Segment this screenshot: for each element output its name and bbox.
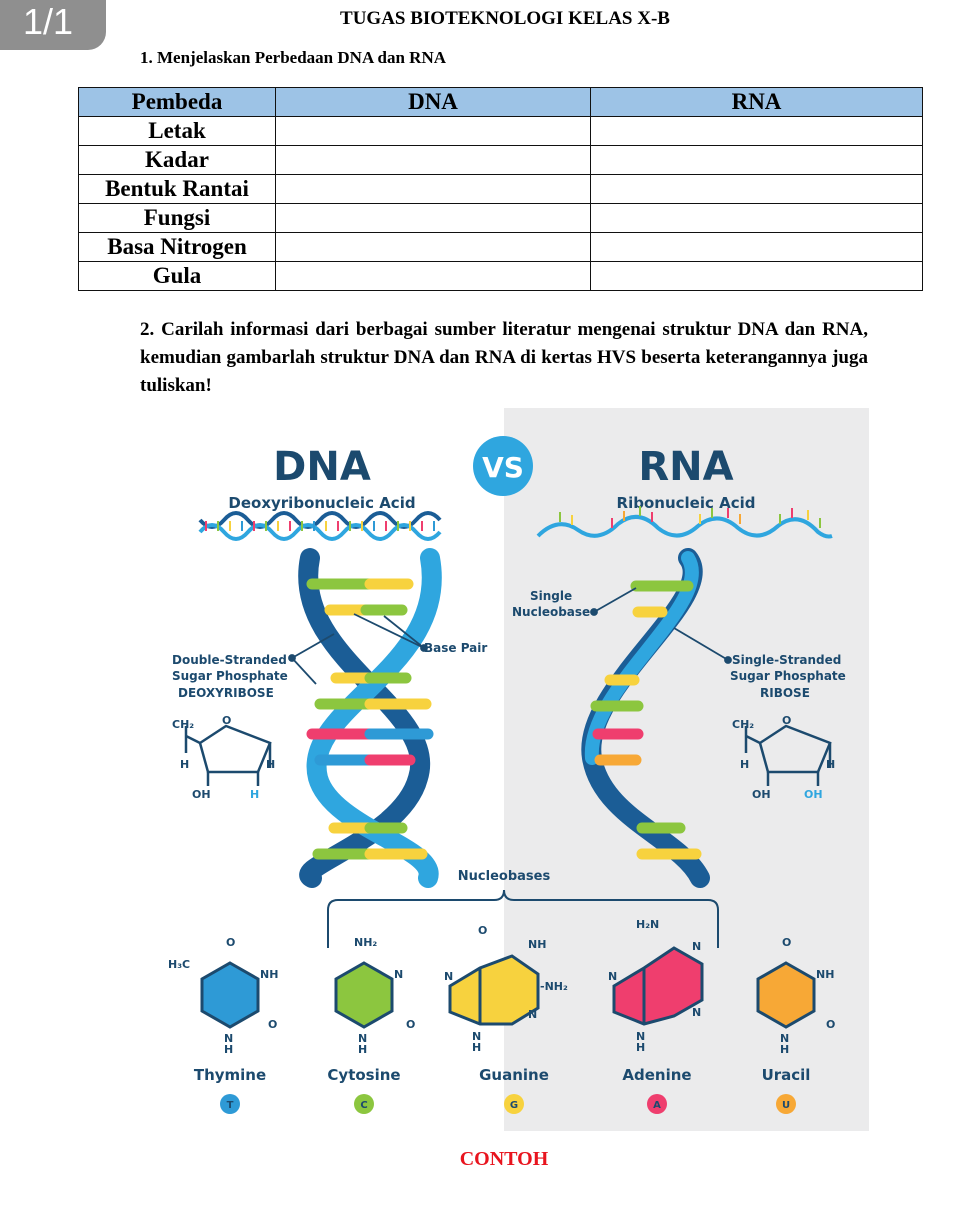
svg-text:H₂N: H₂N bbox=[636, 918, 660, 931]
adenine-badge: A bbox=[653, 1100, 661, 1111]
guanine-badge: G bbox=[509, 1100, 519, 1111]
svg-text:NH: NH bbox=[816, 968, 835, 981]
svg-text:O: O bbox=[226, 936, 236, 949]
table-row bbox=[79, 262, 923, 291]
single-nucleobase-label: Nucleobase bbox=[512, 605, 591, 619]
row-label: Fungsi bbox=[79, 204, 276, 233]
svg-text:OH: OH bbox=[192, 788, 211, 801]
svg-text:N: N bbox=[224, 1032, 234, 1045]
nucleobases-label: Nucleobases bbox=[457, 869, 551, 884]
comparison-table bbox=[78, 87, 923, 291]
empty-cell[interactable] bbox=[591, 175, 923, 204]
svg-text:N: N bbox=[692, 940, 702, 953]
uracil-name: Uracil bbox=[761, 1066, 811, 1084]
svg-text:O: O bbox=[782, 936, 792, 949]
table-row bbox=[79, 204, 923, 233]
svg-text:O: O bbox=[826, 1018, 836, 1031]
dna-subtitle: Deoxyribonucleic Acid bbox=[228, 494, 416, 512]
svg-text:N: N bbox=[608, 970, 618, 983]
row-label: Bentuk Rantai bbox=[79, 175, 276, 204]
empty-cell[interactable] bbox=[591, 262, 923, 291]
svg-text:-NH₂: -NH₂ bbox=[540, 980, 568, 993]
deoxyribose-label: DEOXYRIBOSE bbox=[178, 686, 274, 700]
dna-title: DNA bbox=[273, 444, 371, 490]
svg-text:NH₂: NH₂ bbox=[354, 936, 378, 949]
single-nucleobase-label: Single bbox=[530, 589, 573, 603]
question-1: 1. Menjelaskan Perbedaan DNA dan RNA bbox=[140, 48, 447, 67]
empty-cell[interactable] bbox=[276, 204, 591, 233]
svg-text:O: O bbox=[406, 1018, 416, 1031]
svg-text:N: N bbox=[528, 1008, 538, 1021]
svg-text:H₃C: H₃C bbox=[168, 958, 191, 971]
rna-background bbox=[504, 408, 869, 1131]
document-title: TUGAS BIOTEKNOLOGI KELAS X-B bbox=[340, 8, 670, 29]
header-dna: DNA bbox=[276, 88, 591, 117]
cytosine-badge: C bbox=[360, 1100, 368, 1111]
cytosine-name: Cytosine bbox=[327, 1066, 401, 1084]
empty-cell[interactable] bbox=[276, 175, 591, 204]
svg-text:H: H bbox=[358, 1043, 368, 1056]
empty-cell[interactable] bbox=[591, 233, 923, 262]
table-row bbox=[79, 146, 923, 175]
svg-text:CH₂: CH₂ bbox=[732, 718, 755, 731]
svg-text:H: H bbox=[780, 1043, 790, 1056]
row-label: Gula bbox=[79, 262, 276, 291]
rna-subtitle: Ribonucleic Acid bbox=[616, 494, 756, 512]
thymine-badge: T bbox=[226, 1100, 234, 1111]
double-stranded-label: Double-Stranded bbox=[172, 653, 287, 667]
svg-text:H: H bbox=[826, 758, 836, 771]
double-stranded-label: Sugar Phosphate bbox=[172, 669, 288, 683]
adenine-name: Adenine bbox=[622, 1066, 692, 1084]
empty-cell[interactable] bbox=[591, 146, 923, 175]
guanine-name: Guanine bbox=[479, 1066, 549, 1084]
svg-text:H: H bbox=[266, 758, 276, 771]
svg-text:N: N bbox=[472, 1030, 482, 1043]
svg-text:OH: OH bbox=[752, 788, 771, 801]
empty-cell[interactable] bbox=[591, 117, 923, 146]
row-label: Letak bbox=[79, 117, 276, 146]
svg-text:NH: NH bbox=[528, 938, 547, 951]
base-pair-label: Base Pair bbox=[424, 641, 488, 655]
svg-text:H: H bbox=[472, 1041, 482, 1054]
single-stranded-label: Single-Stranded bbox=[732, 653, 842, 667]
single-stranded-label: Sugar Phosphate bbox=[730, 669, 846, 683]
svg-text:N: N bbox=[636, 1030, 646, 1043]
uracil-badge: U bbox=[781, 1100, 791, 1111]
svg-text:H: H bbox=[636, 1041, 646, 1054]
svg-text:N: N bbox=[444, 970, 454, 983]
table-row bbox=[79, 175, 923, 204]
row-label: Kadar bbox=[79, 146, 276, 175]
empty-cell[interactable] bbox=[276, 146, 591, 175]
page-indicator: 1/1 bbox=[0, 0, 106, 50]
empty-cell[interactable] bbox=[591, 204, 923, 233]
svg-text:OH: OH bbox=[804, 788, 823, 801]
header-rna: RNA bbox=[591, 88, 923, 117]
infographic-svg bbox=[140, 408, 869, 1131]
ribose-label: RIBOSE bbox=[760, 686, 810, 700]
svg-text:H: H bbox=[180, 758, 190, 771]
question-2: 2. Carilah informasi dari berbagai sumber literatur mengenai struktur DNA dan RNA, kemudian gambarlah struktur DNA dan RNA di kertas HVS beserta keterangannya juga tuliskan! bbox=[140, 319, 868, 396]
svg-text:N: N bbox=[692, 1006, 702, 1019]
header-pembeda: Pembeda bbox=[79, 88, 276, 117]
svg-text:O: O bbox=[478, 924, 488, 937]
svg-text:NH: NH bbox=[260, 968, 279, 981]
svg-text:N: N bbox=[394, 968, 404, 981]
svg-text:H: H bbox=[740, 758, 750, 771]
empty-cell[interactable] bbox=[276, 233, 591, 262]
table-row bbox=[79, 233, 923, 262]
svg-text:O: O bbox=[782, 714, 792, 727]
svg-text:O: O bbox=[222, 714, 232, 727]
table-header-row bbox=[79, 88, 923, 117]
empty-cell[interactable] bbox=[276, 117, 591, 146]
example-caption: CONTOH bbox=[459, 1148, 549, 1170]
row-label: Basa Nitrogen bbox=[79, 233, 276, 262]
svg-text:H: H bbox=[250, 788, 260, 801]
dna-vs-rna-infographic bbox=[140, 408, 869, 1131]
svg-text:N: N bbox=[358, 1032, 368, 1045]
svg-text:H: H bbox=[224, 1043, 234, 1056]
svg-text:O: O bbox=[268, 1018, 278, 1031]
empty-cell[interactable] bbox=[276, 262, 591, 291]
table-row bbox=[79, 117, 923, 146]
rna-title: RNA bbox=[638, 444, 734, 490]
svg-text:N: N bbox=[780, 1032, 790, 1045]
thymine-name: Thymine bbox=[193, 1066, 267, 1084]
vs-label: VS bbox=[482, 451, 524, 484]
svg-text:CH₂: CH₂ bbox=[172, 718, 195, 731]
